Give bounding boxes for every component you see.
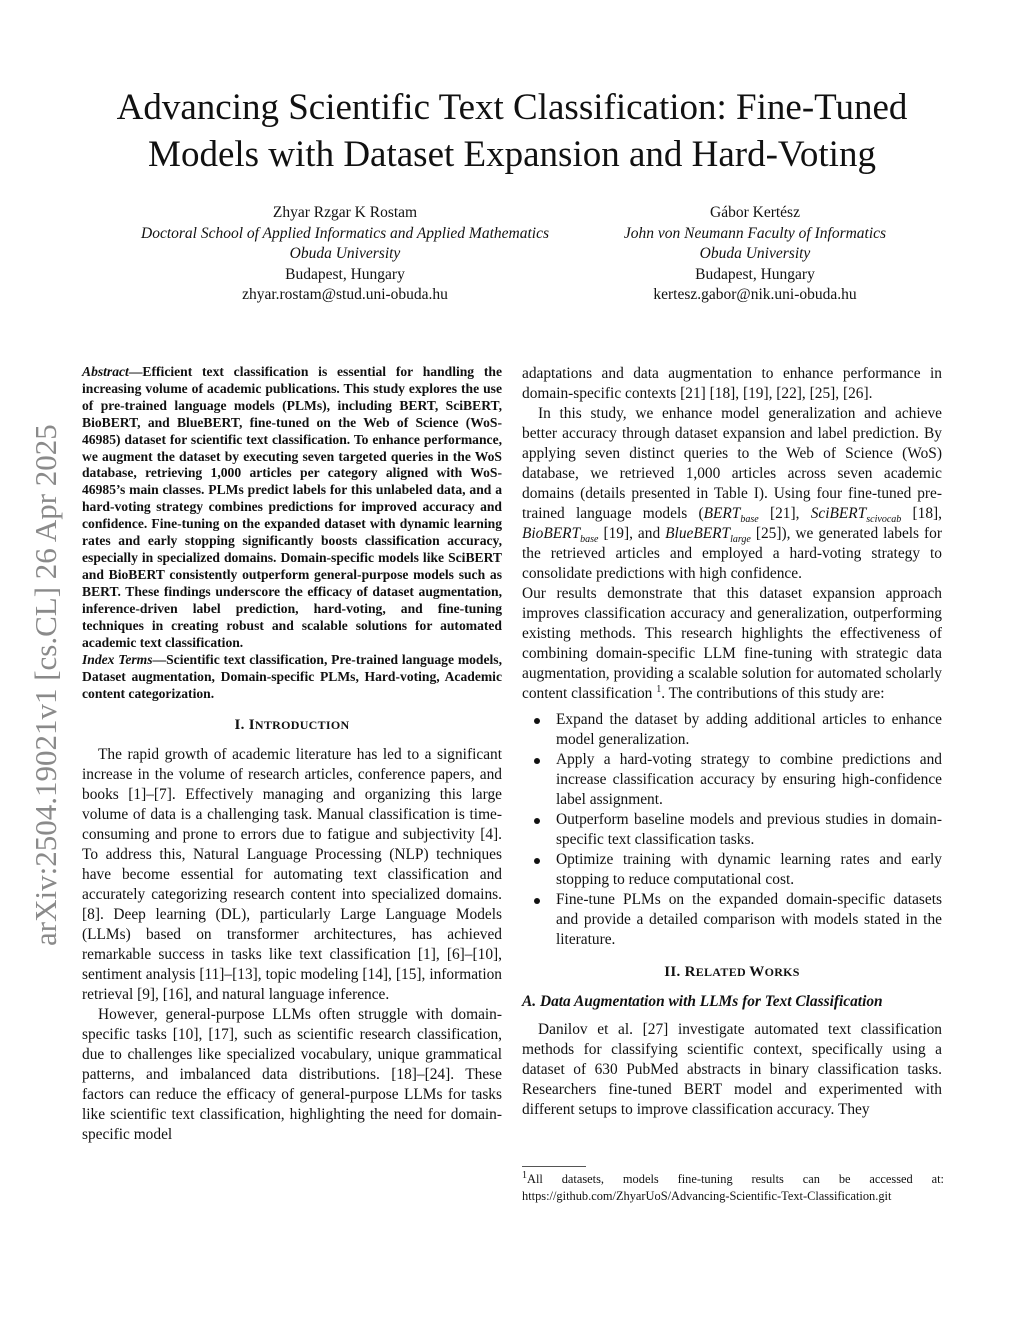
right-column: [522, 364, 942, 1120]
author-location: Budapest, Hungary: [285, 265, 405, 283]
list-item: Expand the dataset by adding additional articles to enhance model generalization.: [522, 710, 942, 750]
footnote-mark: 1: [522, 1169, 527, 1181]
author-email[interactable]: zhyar.rostam@stud.uni-obuda.hu: [242, 286, 448, 303]
model-bert-base: BERT: [703, 505, 741, 522]
title-line-2: Models with Dataset Expansion and Hard-Voting: [148, 134, 876, 175]
section-heading-introduction: I. INTRODUCTION: [234, 717, 350, 734]
model-biobert-base: BioBERT: [522, 525, 581, 542]
index-terms: [82, 652, 502, 703]
index-terms-label: Index Terms: [82, 652, 153, 668]
author-affiliation: Doctoral School of Applied Informatics and Applied Mathematics: [141, 224, 549, 242]
footnote: [522, 1171, 944, 1205]
abstract-label: Abstract: [82, 364, 129, 379]
left-column: [82, 364, 502, 1145]
author-email[interactable]: kertesz.gabor@nik.uni-obuda.hu: [653, 286, 857, 303]
list-item: Optimize training with dynamic learning rates and early stopping to reduce computational cost.: [522, 850, 942, 890]
subsection-heading-data-augmentation: A. Data Augmentation with LLMs for Text Classification: [522, 993, 883, 1010]
list-item: Apply a hard-voting strategy to combine predictions and increase classification accuracy by ensuring high-confidence label assignment.: [522, 750, 942, 810]
author-university: Obuda University: [289, 245, 401, 262]
author-block-2: [585, 203, 925, 306]
footnote-text[interactable]: All datasets, models fine-tuning results can be accessed at: https://github.com/ZhyarUoS/Advancing-Scientific-Text-Classification.git: [522, 1172, 944, 1203]
title-line-1: Advancing Scientific Text Classification: Fine-Tuned: [116, 87, 908, 128]
paper-title: [60, 84, 964, 178]
footnote-reference[interactable]: 1: [656, 683, 662, 695]
bullet-icon: [534, 858, 540, 864]
list-item: Outperform baseline models and previous studies in domain-specific text classification tasks.: [522, 810, 942, 850]
arxiv-identifier-stamp: arXiv:2504.19021v1 [cs.CL] 26 Apr 2025: [28, 424, 63, 946]
model-bluebert-large: BlueBERT: [665, 525, 731, 542]
index-terms-text: —Scientific text classification, Pre-trained language models, Dataset augmentation, Domain-specific PLMs, Hard-voting, Academic content categorization.: [82, 652, 502, 702]
intro-paragraph-2: However, general-purpose LLMs often struggle with domain-specific tasks [10], [17], such as scientific research classification, due to challenges like specialized vocabulary, unique grammatical patterns, and imbalanced data distributions. [18]–[24]. These factors can reduce the efficacy of general-purpose LLMs for tasks like scientific text classification, highlighting the need for domain-specific model: [82, 1006, 502, 1144]
section-heading-related-works: II. RELATED WORKS: [664, 964, 800, 980]
author-location: Budapest, Hungary: [695, 265, 815, 283]
abstract-text: —Efficient text classification is essential for handling the increasing volume of academic publications. This study explores the use of pre-trained language models (PLMs), including BERT, SciBERT, BioBERT, and BlueBERT, fine-tuned on the Web of Science (WoS-46985) dataset for scientific text classification. To enhance performance, we augment the dataset by executing seven targeted queries in the WoS database, retrieving 1,000 articles per category aligned with WoS-46985’s main classes. PLMs predict labels for this unlabeled data, and a hard-voting strategy combines predictions for improved accuracy and confidence. Fine-tuning on the expanded dataset with dynamic learning rates and early stopping significantly boosts classification accuracy, especially in specialized domains. Domain-specific models like SciBERT and BioBERT consistently outperform general-purpose models such as BERT. These findings underscore the efficacy of dataset augmentation, inference-driven label prediction, hard-voting, and fine-tuning techniques in creating robust and scalable solutions for automated academic text classification.: [82, 364, 502, 650]
author-university: Obuda University: [699, 245, 811, 262]
author-name: Gábor Kertész: [710, 204, 800, 221]
bullet-icon: [534, 818, 540, 824]
author-name: Zhyar Rzgar K Rostam: [272, 204, 418, 221]
contributions-list: [522, 710, 942, 950]
bullet-icon: [534, 898, 540, 904]
footnote-divider: [522, 1166, 586, 1167]
author-block-1: [90, 203, 600, 306]
intro-paragraph-1: The rapid growth of academic literature has led to a significant increase in the volume of research articles, conference papers, and books [1]–[7]. Effectively managing and organizing this large volume of data is a challenging task. Manual classification is time-consuming and prone to errors due to fatigue and subjectivity [4]. To address this, Natural Language Processing (NLP) techniques have become essential for automating text classification and accurately categorizing research content into specialized domains. [8]. Deep learning (DL), particularly Large Language Models (LLMs) based on transformer architectures, has achieved remarkable success in tasks like text classification [1], [6]–[10], sentiment analysis [11]–[13], topic modeling [14], [15], information retrieval [9], [16], and natural language inference.: [82, 746, 502, 1004]
bullet-icon: [534, 718, 540, 724]
author-affiliation: John von Neumann Faculty of Informatics: [623, 224, 887, 242]
bullet-icon: [534, 758, 540, 764]
intro-paragraph-3: adaptations and data augmentation to enhance performance in domain-specific contexts [21] [18], [19], [22], [25], [26].: [522, 365, 942, 402]
list-item: Fine-tune PLMs on the expanded domain-specific datasets and provide a detailed comparison with models stated in the literature.: [522, 890, 942, 950]
model-scibert-scivocab: SciBERT: [810, 505, 867, 522]
related-works-paragraph-1: Danilov et al. [27] investigate automated text classification methods for classifying scientific context, specifically using a dataset of 630 PubMed abstracts in binary classification tasks. Researchers fine-tuned BERT model and experimented with different setups to improve classification accuracy. They: [522, 1021, 942, 1118]
intro-paragraph-5: Our results demonstrate that this dataset expansion approach improves classification accuracy and generalization, outperforming existing methods. This research highlights the effectiveness of combining domain-specific LLM fine-tuning with strategic data augmentation, providing a scalable solution for automated scholarly content classification $^1$. The contributions of this study are:: [522, 585, 942, 702]
abstract: [82, 364, 502, 651]
intro-paragraph-4: In this study, we enhance model generalization and achieve better accuracy through dataset expansion and label prediction. By applying seven distinct queries to the Web of Science (WoS) database, we retrieved 1,000 articles across seven academic domains (details presented in Table I). Using four fine-tuned pre-trained language models ($BERT_{base}$ [21], SciBERT$_{scivocab}$ [18], BioBERT$_{base}$ [19], and BlueBERT$_{large}$ [25]), we generated labels for the retrieved articles and employed a hard-voting strategy to consolidate predictions with high confidence.: [522, 405, 942, 582]
